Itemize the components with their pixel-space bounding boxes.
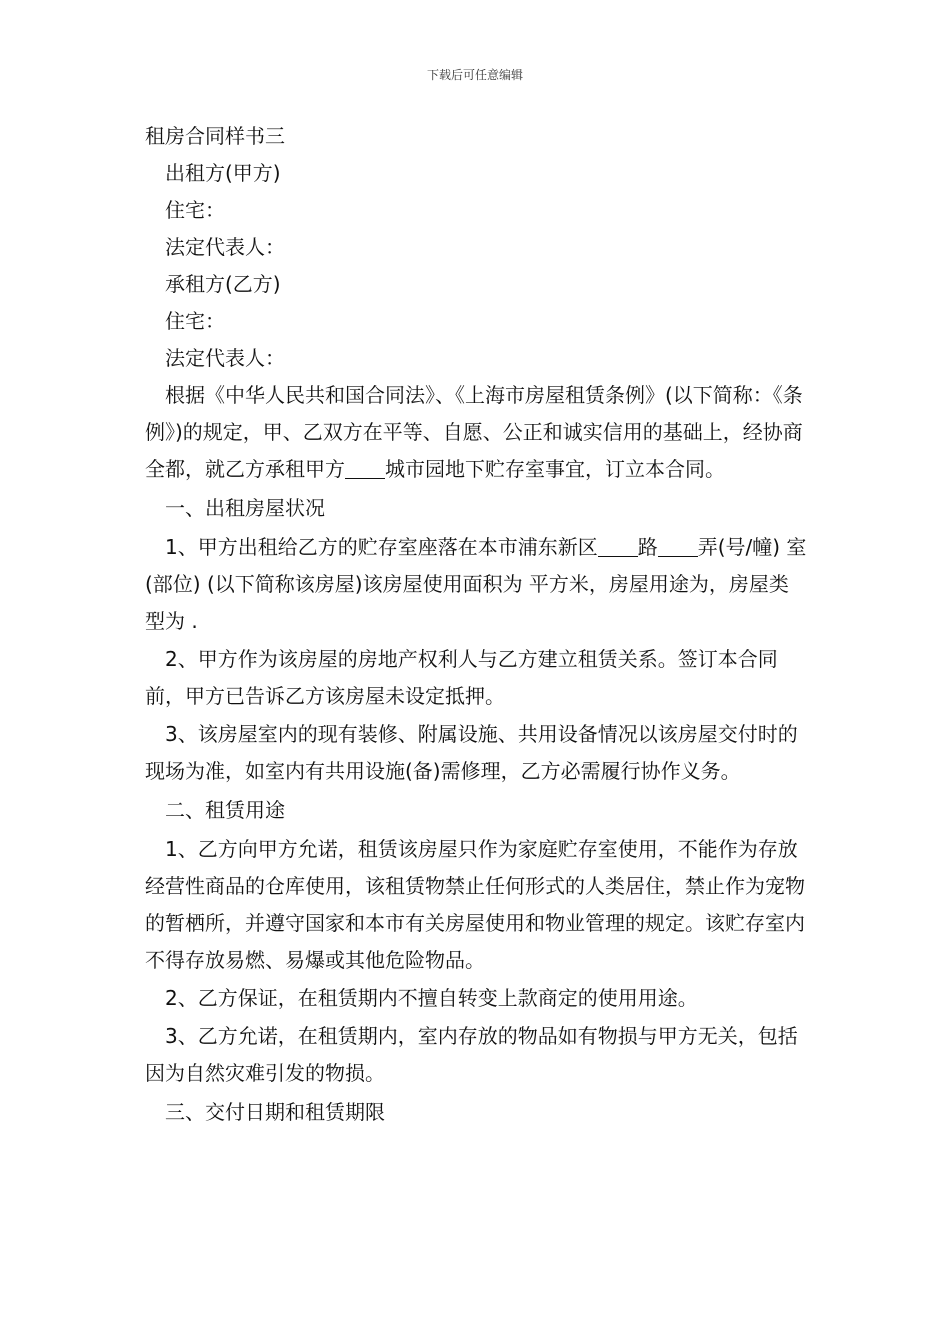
- lessee-label: 承租方(乙方): [165, 272, 281, 296]
- blank-line: [345, 458, 385, 479]
- section-1-clause-3: 3、该房屋室内的现有装修、附属设施、共用设备情况以该房屋交付时的现场为准，如室内有共用设施(备)需修理，乙方必需履行协作义务。: [145, 722, 798, 783]
- section-3-title: 三、交付日期和租赁期限: [165, 1100, 385, 1124]
- intro-text-a: 根据《中华人民共和国合同法》、《上海市房屋租赁条例》(以下简称：《条例》)的规定，甲、乙双方在平等、自愿、公正和诚实信用的基础上，经协商全都，就乙方承租甲方: [145, 383, 803, 481]
- section-1-clause-1: [145, 529, 807, 640]
- section-2-title: 二、租赁用途: [165, 798, 285, 822]
- lessee-address: 住宅：: [165, 309, 225, 333]
- section-1-title: 一、出租房屋状况: [165, 496, 325, 520]
- lessor-representative: 法定代表人：: [165, 235, 285, 259]
- document-body: [145, 118, 807, 1133]
- page-header: 下载后可任意编辑: [426, 68, 523, 82]
- clause-text-c: 弄(号/幢) 室(部位) (以下简称该房屋)该房屋使用面积为 平方米，房屋用途为，房屋类型为 .: [145, 535, 807, 633]
- intro-text-b: 城市园地下贮存室事宜，订立本合同。: [385, 457, 725, 481]
- clause-text-b: 路: [637, 535, 658, 559]
- section-2-clause-3: 3、乙方允诺，在租赁期内，室内存放的物品如有物损与甲方无关，包括因为自然灾难引发的物损。: [145, 1024, 798, 1085]
- section-1-clause-2: 2、甲方作为该房屋的房地产权利人与乙方建立租赁关系。签订本合同前，甲方已告诉乙方该房屋未设定抵押。: [145, 647, 778, 708]
- section-2-clause-2: 2、乙方保证，在租赁期内不擅自转变上款商定的使用用途。: [165, 986, 698, 1010]
- blank-line: [598, 536, 638, 557]
- lessor-label: 出租方(甲方): [165, 161, 281, 185]
- intro-paragraph: [145, 377, 807, 488]
- lessee-representative: 法定代表人：: [165, 346, 285, 370]
- clause-text-a: 1、甲方出租给乙方的贮存室座落在本市浦东新区: [165, 535, 598, 559]
- blank-line: [658, 536, 698, 557]
- lessor-address: 住宅：: [165, 198, 225, 222]
- document-title: 租房合同样书三: [145, 124, 285, 148]
- section-2-clause-1: 1、乙方向甲方允诺，租赁该房屋只作为家庭贮存室使用，不能作为存放经营性商品的仓库使用，该租赁物禁止任何形式的人类居住，禁止作为宠物的暂栖所，并遵守国家和本市有关房屋使用和物业管理的规定。该贮存室内不得存放易燃、易爆或其他危险物品。: [145, 837, 805, 972]
